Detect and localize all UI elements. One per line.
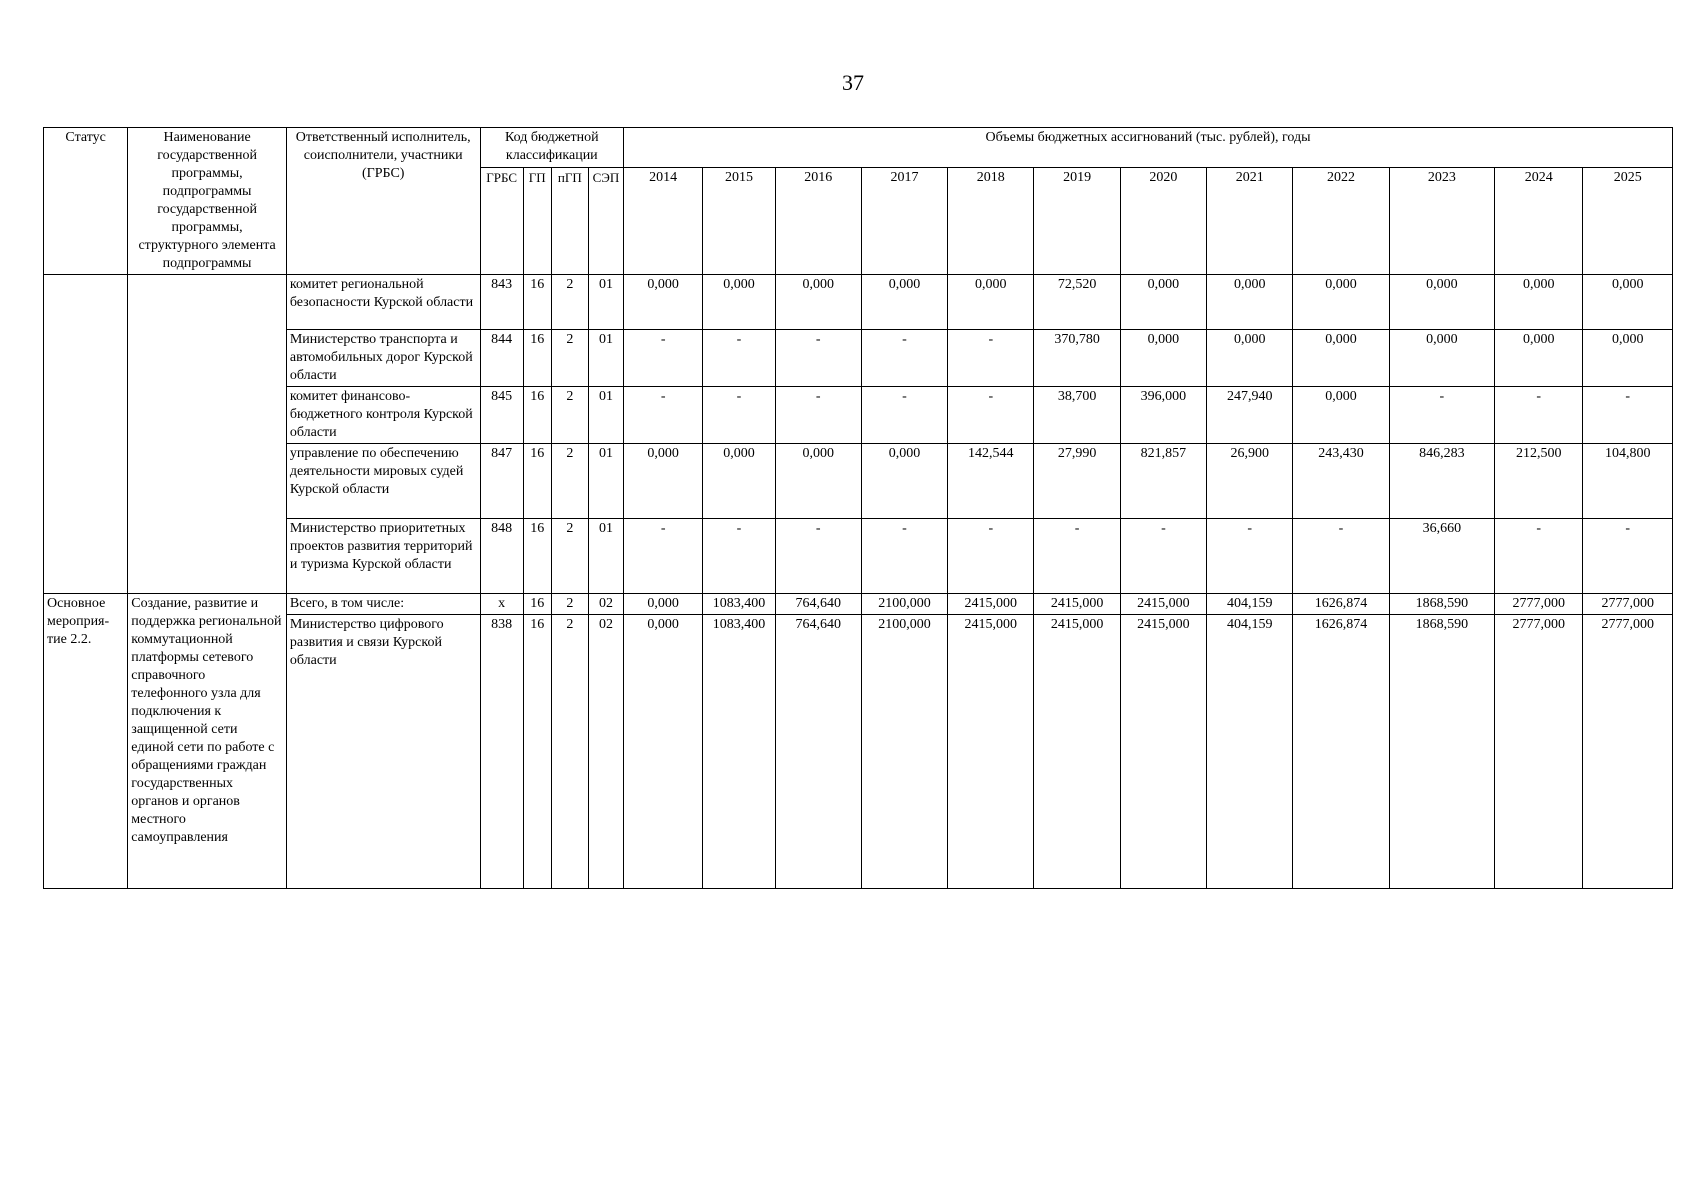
value-cell: -: [703, 519, 775, 594]
header-year: 2024: [1495, 168, 1583, 275]
executor-cell: Всего, в том числе:: [286, 594, 480, 615]
value-cell: 0,000: [1207, 275, 1293, 330]
value-cell: 1626,874: [1293, 594, 1389, 615]
value-cell: -: [948, 330, 1034, 387]
code-gp-cell: 16: [523, 519, 551, 594]
header-code-gp: ГП: [523, 168, 551, 275]
value-cell: 0,000: [624, 275, 703, 330]
value-cell: 0,000: [1583, 330, 1673, 387]
value-cell: -: [1120, 519, 1206, 594]
value-cell: 0,000: [1389, 275, 1494, 330]
program-name-cell: [128, 275, 287, 594]
value-cell: 0,000: [861, 275, 947, 330]
executor-cell: комитет финансово-бюджетного контроля Курской области: [286, 387, 480, 444]
header-year: 2019: [1034, 168, 1120, 275]
code-gp-cell: 16: [523, 387, 551, 444]
code-grbs-cell: 844: [480, 330, 523, 387]
header-year: 2023: [1389, 168, 1494, 275]
code-pgp-cell: 2: [551, 387, 588, 444]
executor-cell: Министерство цифрового развития и связи Курской области: [286, 615, 480, 889]
value-cell: 2415,000: [1034, 615, 1120, 889]
value-cell: 1083,400: [703, 615, 775, 889]
value-cell: 846,283: [1389, 444, 1494, 519]
value-cell: 1626,874: [1293, 615, 1389, 889]
value-cell: 26,900: [1207, 444, 1293, 519]
value-cell: 0,000: [1293, 387, 1389, 444]
header-year: 2025: [1583, 168, 1673, 275]
value-cell: 2777,000: [1583, 615, 1673, 889]
code-pgp-cell: 2: [551, 275, 588, 330]
value-cell: 2777,000: [1495, 615, 1583, 889]
code-sep-cell: 02: [588, 615, 623, 889]
value-cell: 2777,000: [1583, 594, 1673, 615]
code-pgp-cell: 2: [551, 519, 588, 594]
status-cell: Основное мероприя-тие 2.2.: [44, 594, 128, 889]
header-year: 2015: [703, 168, 775, 275]
executor-cell: Министерство транспорта и автомобильных дорог Курской области: [286, 330, 480, 387]
value-cell: 27,990: [1034, 444, 1120, 519]
code-grbs-cell: 845: [480, 387, 523, 444]
value-cell: 2100,000: [861, 615, 947, 889]
code-grbs-cell: 848: [480, 519, 523, 594]
header-code-grbs: ГРБС: [480, 168, 523, 275]
value-cell: -: [775, 519, 861, 594]
header-year: 2016: [775, 168, 861, 275]
value-cell: 247,940: [1207, 387, 1293, 444]
code-sep-cell: 01: [588, 330, 623, 387]
value-cell: 396,000: [1120, 387, 1206, 444]
value-cell: 0,000: [1120, 275, 1206, 330]
table-row: [44, 330, 1673, 387]
header-budget-code: Код бюджетной классификации: [480, 128, 623, 168]
value-cell: 2415,000: [1034, 594, 1120, 615]
value-cell: 0,000: [624, 615, 703, 889]
value-cell: 0,000: [624, 594, 703, 615]
header-code-sep: СЭП: [588, 168, 623, 275]
value-cell: 821,857: [1120, 444, 1206, 519]
value-cell: 212,500: [1495, 444, 1583, 519]
value-cell: -: [948, 387, 1034, 444]
value-cell: 0,000: [1583, 275, 1673, 330]
value-cell: 0,000: [775, 444, 861, 519]
value-cell: 2415,000: [948, 615, 1034, 889]
value-cell: 36,660: [1389, 519, 1494, 594]
value-cell: 0,000: [703, 275, 775, 330]
table-row: [44, 594, 1673, 615]
value-cell: 764,640: [775, 615, 861, 889]
value-cell: 0,000: [948, 275, 1034, 330]
value-cell: 764,640: [775, 594, 861, 615]
value-cell: -: [1389, 387, 1494, 444]
header-year: 2017: [861, 168, 947, 275]
value-cell: -: [703, 330, 775, 387]
code-pgp-cell: 2: [551, 615, 588, 889]
value-cell: -: [861, 519, 947, 594]
value-cell: -: [1583, 519, 1673, 594]
value-cell: 0,000: [861, 444, 947, 519]
value-cell: 0,000: [1389, 330, 1494, 387]
value-cell: 0,000: [703, 444, 775, 519]
value-cell: 1868,590: [1389, 594, 1494, 615]
executor-cell: Министерство приоритетных проектов развития территорий и туризма Курской области: [286, 519, 480, 594]
executor-cell: комитет региональной безопасности Курской области: [286, 275, 480, 330]
value-cell: -: [1034, 519, 1120, 594]
code-gp-cell: 16: [523, 330, 551, 387]
table-header: [44, 128, 1673, 275]
code-pgp-cell: 2: [551, 330, 588, 387]
code-pgp-cell: 2: [551, 594, 588, 615]
value-cell: 0,000: [1495, 275, 1583, 330]
header-status: Статус: [44, 128, 128, 275]
header-year: 2018: [948, 168, 1034, 275]
value-cell: -: [861, 387, 947, 444]
header-volumes: Объемы бюджетных ассигнований (тыс. рублей), годы: [624, 128, 1673, 168]
code-sep-cell: 02: [588, 594, 623, 615]
value-cell: -: [948, 519, 1034, 594]
value-cell: 2415,000: [1120, 615, 1206, 889]
value-cell: 404,159: [1207, 594, 1293, 615]
code-sep-cell: 01: [588, 519, 623, 594]
value-cell: -: [1583, 387, 1673, 444]
value-cell: 0,000: [624, 444, 703, 519]
value-cell: -: [624, 519, 703, 594]
value-cell: 243,430: [1293, 444, 1389, 519]
value-cell: 2100,000: [861, 594, 947, 615]
value-cell: 104,800: [1583, 444, 1673, 519]
status-cell: [44, 275, 128, 594]
value-cell: 370,780: [1034, 330, 1120, 387]
program-name-cell: Создание, развитие и поддержка региональной коммутационной платформы сетевого справочного телефонного узла для подключения к защищенной сети единой сети по работе с обращениями граждан государственных органов и органов местного самоуправления: [128, 594, 287, 889]
code-gp-cell: 16: [523, 594, 551, 615]
value-cell: -: [1207, 519, 1293, 594]
value-cell: 1868,590: [1389, 615, 1494, 889]
code-sep-cell: 01: [588, 387, 623, 444]
value-cell: 2415,000: [948, 594, 1034, 615]
value-cell: -: [624, 330, 703, 387]
code-grbs-cell: 838: [480, 615, 523, 889]
value-cell: -: [624, 387, 703, 444]
code-grbs-cell: 847: [480, 444, 523, 519]
value-cell: 404,159: [1207, 615, 1293, 889]
header-year: 2021: [1207, 168, 1293, 275]
code-pgp-cell: 2: [551, 444, 588, 519]
code-sep-cell: 01: [588, 444, 623, 519]
value-cell: 0,000: [775, 275, 861, 330]
code-gp-cell: 16: [523, 615, 551, 889]
executor-cell: управление по обеспечению деятельности мировых судей Курской области: [286, 444, 480, 519]
table-row: [44, 275, 1673, 330]
value-cell: 38,700: [1034, 387, 1120, 444]
code-grbs-cell: 843: [480, 275, 523, 330]
value-cell: 0,000: [1293, 275, 1389, 330]
value-cell: 2415,000: [1120, 594, 1206, 615]
value-cell: -: [1293, 519, 1389, 594]
value-cell: -: [703, 387, 775, 444]
table-row: [44, 519, 1673, 594]
value-cell: 0,000: [1120, 330, 1206, 387]
header-year: 2020: [1120, 168, 1206, 275]
budget-table: [43, 127, 1673, 889]
table-row: [44, 387, 1673, 444]
value-cell: -: [1495, 387, 1583, 444]
value-cell: -: [1495, 519, 1583, 594]
value-cell: -: [775, 387, 861, 444]
page-number: 37: [842, 70, 864, 95]
table-row: [44, 615, 1673, 889]
value-cell: -: [861, 330, 947, 387]
header-code-pgp: пГП: [551, 168, 588, 275]
header-executor: Ответственный исполнитель, соисполнители, участники (ГРБС): [286, 128, 480, 275]
code-gp-cell: 16: [523, 444, 551, 519]
code-grbs-cell: х: [480, 594, 523, 615]
code-gp-cell: 16: [523, 275, 551, 330]
value-cell: 72,520: [1034, 275, 1120, 330]
value-cell: 2777,000: [1495, 594, 1583, 615]
value-cell: 1083,400: [703, 594, 775, 615]
header-year: 2022: [1293, 168, 1389, 275]
value-cell: 0,000: [1207, 330, 1293, 387]
table-row: [44, 444, 1673, 519]
value-cell: 0,000: [1293, 330, 1389, 387]
value-cell: -: [775, 330, 861, 387]
code-sep-cell: 01: [588, 275, 623, 330]
header-year: 2014: [624, 168, 703, 275]
value-cell: 0,000: [1495, 330, 1583, 387]
header-program-name: Наименование государственной программы, подпрограммы государственной программы, структурного элемента подпрограммы: [128, 128, 287, 275]
value-cell: 142,544: [948, 444, 1034, 519]
